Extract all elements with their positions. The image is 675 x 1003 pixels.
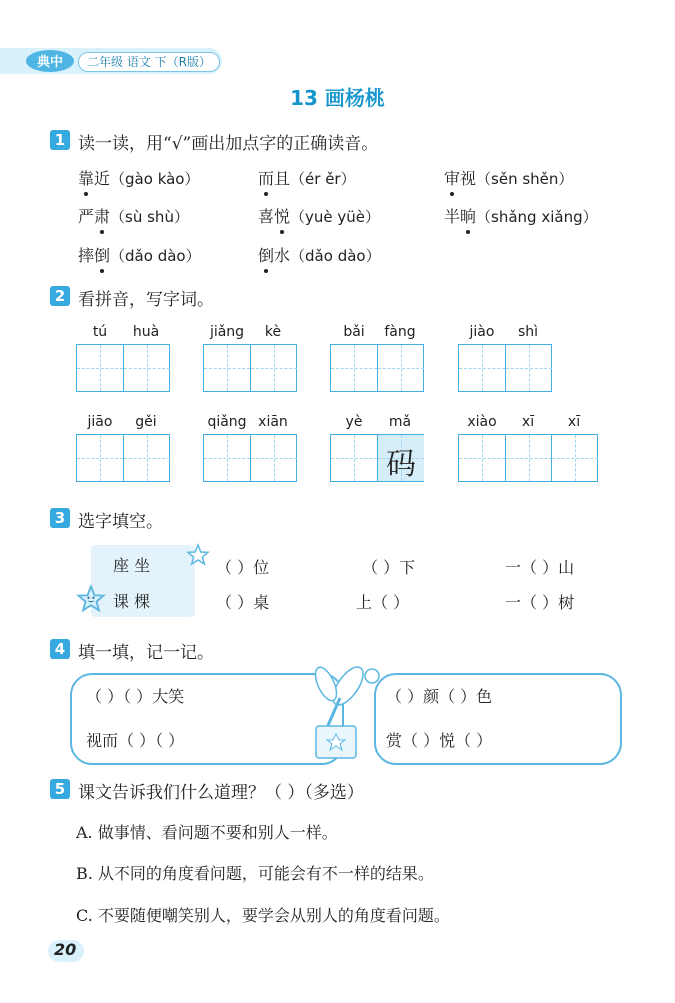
grid-cell[interactable] — [123, 345, 170, 391]
q1-char-2: 晌 — [460, 204, 476, 227]
writing-grid[interactable] — [330, 434, 424, 482]
q1-pinyin-options[interactable]: （dǎo dào） — [110, 247, 201, 265]
pinyin-label: jiǎng — [209, 324, 245, 340]
q1-pinyin-options[interactable]: （gào kào） — [110, 170, 200, 188]
writing-grid[interactable] — [458, 344, 552, 392]
lesson-title: 13 画杨桃 — [290, 86, 385, 110]
q4-left-line-1[interactable]: （ ）（ ）大笑 — [86, 687, 185, 706]
pinyin-label: qiǎng — [207, 414, 247, 430]
pinyin-label: xī — [521, 414, 535, 430]
star-icon — [186, 543, 210, 567]
grid-cell[interactable] — [77, 435, 123, 481]
q1-pinyin-options[interactable]: （sěn shěn） — [476, 170, 574, 188]
writing-grid[interactable] — [76, 434, 170, 482]
q1-char-1: 而 — [258, 166, 274, 189]
filled-character: 码 — [386, 447, 416, 482]
question-2-prompt: 看拼音，写字词。 — [78, 290, 214, 310]
q1-char-1: 严 — [78, 207, 95, 226]
grid-cell[interactable] — [204, 435, 250, 481]
grid-cell[interactable] — [331, 435, 377, 481]
q1-char-1: 靠 — [78, 166, 94, 189]
q1-item[interactable] — [78, 243, 201, 266]
q3-blank-3[interactable]: 一（ ）山 — [505, 558, 575, 577]
q3-blank-5[interactable]: 上（ ） — [356, 593, 410, 612]
grid-cell[interactable] — [250, 345, 297, 391]
pinyin-label: yè — [345, 414, 363, 430]
q1-pinyin-options[interactable]: （dǎo dào） — [290, 247, 381, 265]
q1-char-1: 喜 — [258, 207, 275, 226]
header-label: 二年级 语文 下（R版） — [78, 52, 220, 72]
logo-icon — [22, 46, 78, 76]
q1-char-1: 摔 — [78, 246, 95, 265]
grid-cell[interactable] — [551, 435, 598, 481]
q1-item[interactable] — [444, 204, 598, 227]
writing-grid[interactable] — [203, 434, 297, 482]
grid-cell[interactable] — [77, 345, 123, 391]
q1-item[interactable] — [258, 166, 356, 189]
q5-option-a[interactable]: A. 做事情、看问题不要和别人一样。 — [76, 823, 338, 842]
grid-cell[interactable] — [505, 345, 552, 391]
q1-pinyin-options[interactable]: （ér ěr） — [290, 170, 356, 188]
q3-blank-1[interactable]: （ ）位 — [216, 558, 270, 577]
question-number-3: 3 — [50, 508, 70, 528]
question-1-prompt: 读一读，用“√”画出加点字的正确读音。 — [78, 134, 379, 154]
grid-cell[interactable] — [459, 435, 505, 481]
writing-grid[interactable] — [203, 344, 297, 392]
choice-pair-2: 课 棵 — [113, 592, 151, 611]
q1-pinyin-options[interactable]: （sù shù） — [110, 208, 189, 226]
q4-right-line-1[interactable]: （ ）颜（ ）色 — [386, 687, 493, 706]
pinyin-label: jiāo — [87, 414, 113, 430]
q1-pinyin-options[interactable]: （shǎng xiǎng） — [476, 208, 598, 226]
grid-cell[interactable] — [331, 345, 377, 391]
question-number-4: 4 — [50, 639, 70, 659]
q1-item[interactable] — [78, 166, 199, 189]
q3-blank-4[interactable]: （ ）桌 — [216, 593, 270, 612]
q3-blank-2[interactable]: （ ）下 — [362, 558, 416, 577]
grid-cell[interactable] — [459, 345, 505, 391]
grid-cell[interactable] — [204, 345, 250, 391]
q4-left-line-2[interactable]: 视而（ ）（ ） — [86, 731, 185, 750]
q1-item[interactable] — [444, 166, 573, 189]
q3-blank-6[interactable]: 一（ ）树 — [505, 593, 575, 612]
q5-option-c[interactable]: C. 不要随便嘲笑别人，要学会从别人的角度看问题。 — [76, 906, 450, 925]
q1-item[interactable] — [258, 204, 380, 227]
question-number-2: 2 — [50, 286, 70, 306]
q1-char-1: 半 — [444, 207, 461, 226]
q1-item[interactable] — [258, 243, 381, 266]
pinyin-label: bǎi — [343, 324, 365, 340]
dragonfly-icon — [296, 660, 392, 764]
pinyin-label: xiào — [467, 414, 497, 430]
question-5-prompt: 课文告诉我们什么道理？（ ）（多选） — [78, 783, 364, 803]
grid-cell[interactable] — [377, 435, 424, 481]
grid-cell[interactable] — [250, 435, 297, 481]
q1-pinyin-options[interactable]: （yuè yüè） — [290, 208, 381, 226]
pinyin-label: shì — [517, 324, 539, 340]
q4-right-line-2[interactable]: 赏（ ）悦（ ） — [386, 731, 493, 750]
grid-cell[interactable] — [377, 345, 424, 391]
smiling-star-icon — [76, 584, 106, 614]
question-3-prompt: 选字填空。 — [78, 512, 163, 532]
choice-pair-1: 座 坐 — [113, 556, 151, 575]
pinyin-label: gěi — [135, 414, 157, 430]
question-number-5: 5 — [50, 779, 70, 799]
q1-char-2: 视 — [460, 169, 477, 188]
pinyin-label: xiān — [258, 414, 288, 430]
pinyin-label: huà — [132, 324, 160, 340]
q1-char-1: 审 — [444, 166, 460, 189]
q1-char-2: 且 — [274, 169, 291, 188]
q5-option-b[interactable]: B. 从不同的角度看问题，可能会有不一样的结果。 — [76, 864, 434, 883]
pinyin-label: xī — [567, 414, 581, 430]
q1-char-1: 倒 — [258, 243, 274, 266]
q1-item[interactable] — [78, 204, 189, 227]
grid-cell[interactable] — [505, 435, 552, 481]
pinyin-label: mǎ — [388, 414, 412, 430]
pinyin-label: tú — [92, 324, 108, 340]
svg-text:典中: 典中 — [36, 55, 64, 70]
q1-char-2: 悦 — [274, 204, 290, 227]
writing-grid[interactable] — [458, 434, 598, 482]
page-number: 20 — [54, 940, 77, 959]
grid-cell[interactable] — [123, 435, 170, 481]
writing-grid[interactable] — [330, 344, 424, 392]
pinyin-label: jiào — [469, 324, 495, 340]
q1-char-2: 肃 — [94, 204, 110, 227]
writing-grid[interactable] — [76, 344, 170, 392]
q1-char-2: 水 — [274, 246, 291, 265]
pinyin-label: kè — [264, 324, 282, 340]
pinyin-label: fàng — [384, 324, 416, 340]
q1-char-2: 倒 — [94, 243, 110, 266]
question-number-1: 1 — [50, 130, 70, 150]
question-4-prompt: 填一填，记一记。 — [78, 643, 214, 663]
q1-char-2: 近 — [94, 169, 111, 188]
